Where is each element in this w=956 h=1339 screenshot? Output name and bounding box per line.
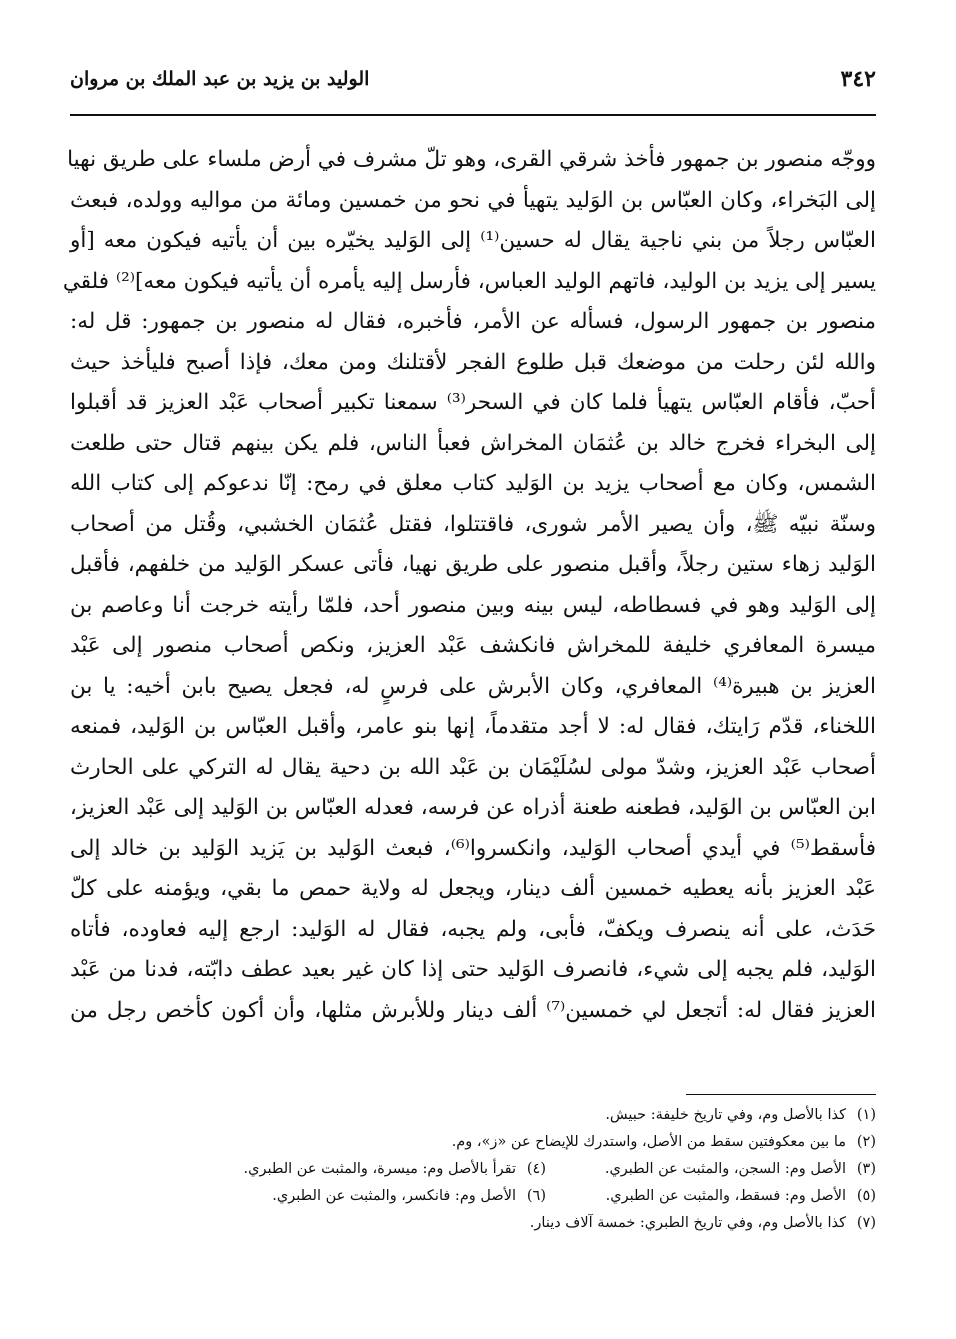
header-rule [70, 114, 876, 116]
footnote-text: كذا بالأصل وم، وفي تاريخ الطبري: خمسة آلاف دينار. [529, 1215, 846, 1231]
body-line: العزيز بن هبيرة⁽⁴⁾ المعافري، وكان الأبرش على فرسٍ له، فجعل يصيح بابن أخيه: يا بن [70, 673, 876, 699]
body-text [62, 140, 877, 1031]
footnote-number: (٣) [856, 1161, 876, 1177]
body-line: والله لئن رحلت من موضعك قبل طلوع الفجر لأقتلنك ومن معك، فإذا أصبح فليأخذ حيث [70, 349, 876, 375]
running-title: الوليد بن يزيد بن عبد الملك بن مروان [70, 68, 370, 90]
footnote-row [70, 1129, 876, 1156]
footnote-text: ما بين معكوفتين سقط من الأصل، واستدرك للإيضاح عن «ز»، وم. [451, 1134, 846, 1150]
footnote-text: كذا بالأصل وم، وفي تاريخ خليفة: حبيش. [605, 1107, 846, 1123]
body-line: عَبْد العزيز بأنه يعطيه خمسين ألف دينار، ويجعل له ولاية حمص ما بقي، ويؤمنه على كلّ [70, 876, 876, 901]
footnote-number: (٢) [856, 1134, 876, 1150]
footnote [530, 1210, 876, 1237]
body-line: حَدَث، على أنه ينصرف ويكفّ، فأبى، ولم يجبه، فقال له الوَليد: ارجع إليه فعاوده، فأتاه [70, 916, 876, 942]
footnotes [70, 1102, 876, 1237]
body-line: ووجّه منصور بن جمهور فأخذ شرقي القرى، وهو تلّ مشرف في أرض ملساء على طريق نهيا [67, 147, 876, 172]
footnote-number: (٤) [526, 1161, 546, 1177]
footnote-number: (٥) [856, 1188, 876, 1204]
body-line: إلى البَخراء، وكان العبّاس بن الوَليد يتهيأ في نحو من خمسين ومائة من مواليه وولده، فبعث [70, 187, 876, 213]
body-line: يسير إلى يزيد بن الوليد، فاتهم الوليد العباس، فأرسل إليه يأمره أن يأتيه فيكون معه]⁽²⁾ فلقي [62, 268, 876, 294]
body-line: ابن العبّاس بن الوَليد، فطعنه طعنة أذراه عن فرسه، فعدله العبّاس بن الوَليد إلى عَبْد العزيز، [69, 795, 876, 820]
footnote-number: (٦) [526, 1188, 546, 1204]
page-number: ٣٤٢ [840, 66, 876, 92]
footnote-row [70, 1156, 876, 1183]
footnote [244, 1156, 546, 1183]
footnote-row [70, 1210, 876, 1237]
body-line: إلى البخراء فخرج خالد بن عُثمَان المخراش فعبأ الناس، فلم يكن بينهم قتال حتى طلعت [70, 430, 876, 456]
footnote-row [70, 1102, 876, 1129]
page-header [70, 66, 876, 100]
footnote-number: (١) [856, 1107, 876, 1123]
footnote-text: الأصل وم: فسقط، والمثبت عن الطبري. [605, 1188, 846, 1204]
body-line: منصور بن جمهور الرسول، فسأله عن الأمر، فأخبره، فقال له منصور بن جمهور: قل له: [70, 309, 876, 334]
body-line: فأسقط⁽⁵⁾ في أيدي أصحاب الوَليد، وانكسروا⁽⁶⁾، فبعث الوَليد بن يَزيد الوَليد بن خالد إلى [70, 835, 877, 861]
body-line: العبّاس رجلاً من بني ناجية يقال له حسين⁽¹⁾ إلى الوَليد يخيّره بين أن يأتيه فيكون معه [أو [70, 228, 876, 253]
body-line: اللخناء، قدّم رَايتك، فقال له: لا أجد متقدماً، إنها بنو عامر، وأقبل العبّاس بن الوَليد، فمنعه [70, 714, 876, 739]
body-line: ميسرة المعافري خليفة للمخراش فانكشف عَبْد العزيز، ونكص أصحاب منصور إلى عَبْد [70, 633, 876, 658]
footnote-text: الأصل وم: فانكسر، والمثبت عن الطبري. [272, 1188, 516, 1204]
body-line: إلى الوَليد وهو في فسطاطه، ليس بينه وبين منصور أحد، فلمّا رأيته خرجت أنا وعاصم بن [70, 592, 876, 618]
footnote-row [70, 1183, 876, 1210]
footnote-number: (٧) [856, 1215, 876, 1231]
body-line: الشمس، وكان مع أصحاب يزيد بن الوَليد كتاب معلق في رمح: إنّا ندعوكم إلى كتاب الله [70, 471, 876, 496]
footnote-text: تقرأ بالأصل وم: ميسرة، والمثبت عن الطبري. [243, 1161, 516, 1177]
footnote [452, 1129, 876, 1156]
footnote [272, 1183, 546, 1210]
footnote [546, 1156, 876, 1183]
body-line: أصحاب عَبْد العزيز، وشدّ مولى لسُلَيْمَان بن عَبْد الله بن دحية يقال له التركي على الحارث [70, 754, 876, 780]
body-line: العزيز فقال له: أتجعل لي خمسين⁽⁷⁾ ألف دينار وللأبرش مثلها، وأن أكون كأخص رجل من [70, 997, 876, 1023]
body-line: الوَليد، فلم يجبه إلى شيء، فانصرف الوَليد حتى إذا كان غير بعيد عطف دابّته، فدنا من عَبْد [70, 957, 876, 982]
footnote-rule [686, 1094, 876, 1095]
footnote [546, 1183, 876, 1210]
footnote-text: الأصل وم: السجن، والمثبت عن الطبري. [604, 1161, 846, 1177]
footnote [605, 1102, 876, 1129]
body-line: أحبّ، فأقام العبّاس يتهيأ فلما كان في السحر⁽³⁾ سمعنا تكبير أصحاب عَبْد العزيز قد أقبلوا [70, 390, 876, 415]
body-line: الوَليد زهاء ستين رجلاً، وأقبل منصور على طريق نهيا، فأتى عسكر الوَليد من خلفهم، فأقبل [70, 552, 876, 577]
body-line: وسنّة نبيّه ﷺ، وأن يصير الأمر شورى، فاقتتلوا، فقتل عُثمَان الخشبي، وقُتل من أصحاب [70, 511, 876, 537]
